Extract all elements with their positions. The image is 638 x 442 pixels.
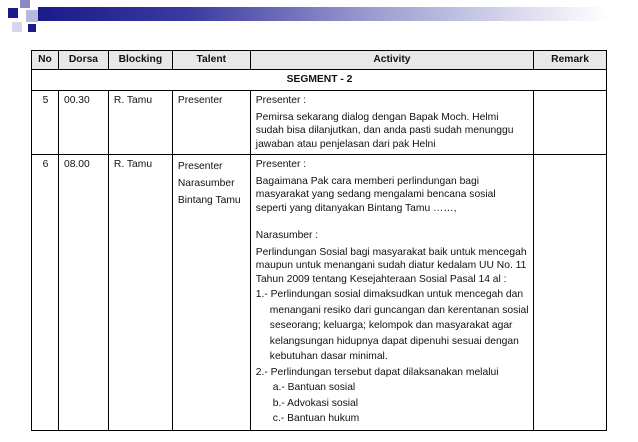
gradient-band [38, 7, 638, 21]
activity-presenter-text: Bagaimana Pak cara memberi perlindungan bagi masyarakat yang sedang mengalami bencana sosial seperti yang ditanyakan Bintang Tamu ……, [255, 175, 496, 214]
list-item: 2.- Perlindungan tersebut dapat dilaksanakan melalui [255, 366, 499, 378]
table-row [32, 91, 607, 155]
header-talent: Talent [172, 51, 250, 70]
activity-presenter-label: Presenter : [255, 159, 307, 170]
title-decoration [0, 0, 638, 36]
talent-item: Bintang Tamu [177, 195, 241, 206]
cell-activity [250, 91, 533, 155]
point1-line: 1.- Perlindungan sosial dimaksudkan untuk mencegah dan [255, 289, 524, 300]
talent-item: Presenter [177, 161, 223, 172]
cell-remark [534, 91, 607, 155]
header-no: No [32, 51, 59, 70]
deco-square [20, 0, 30, 8]
talent-item: Presenter [177, 95, 223, 106]
cell-no: 5 [32, 91, 59, 155]
sub-list-item: b.- Advokasi sosial [272, 397, 359, 409]
cell-blocking: R. Tamu [108, 91, 172, 155]
activity-narasumber-text: Perlindungan Sosial bagi masyarakat baik untuk mencegah maupun untuk menangani sudah diatur kedalam UU No. 11 Tahun 2009 tentang Kesejahteraan Sosial Pasal 14 al : [255, 246, 527, 285]
cell-blocking: R. Tamu [108, 155, 172, 431]
deco-square [12, 22, 22, 32]
script-table [31, 50, 607, 431]
cell-no: 6 [32, 155, 59, 431]
segment-label: SEGMENT - 2 [32, 70, 607, 91]
header-remark: Remark [534, 51, 607, 70]
cell-activity [250, 155, 533, 431]
header-activity: Activity [250, 51, 533, 70]
point1-line: menangani resiko dari guncangan dan kerentanan sosial [269, 304, 529, 316]
cell-dorsa: 08.00 [58, 155, 108, 431]
list-item [256, 287, 529, 365]
cell-talent [172, 155, 250, 431]
cell-remark [534, 155, 607, 431]
cell-talent [172, 91, 250, 155]
activity-presenter-label: Presenter : [255, 95, 307, 106]
talent-item: Narasumber [177, 178, 235, 189]
header-dorsa: Dorsa [58, 51, 108, 70]
activity-presenter-text: Pemirsa sekarang dialog dengan Bapak Moch. Helmi sudah bisa dilanjutkan, dan anda pasti sudah menunggu jawaban atau penjelasan dari pak Helni [255, 111, 514, 150]
sub-list-item: c.- Bantuan hukum [272, 413, 360, 424]
segment-row [32, 70, 607, 91]
deco-square [26, 10, 38, 22]
sub-list-item: a.- Bantuan sosial [272, 382, 356, 393]
activity-narasumber-label: Narasumber : [255, 230, 319, 241]
deco-square [8, 8, 18, 18]
point1-line: seseorang; keluarga; kelompok dan masyarakat agar [269, 320, 513, 331]
spacer [256, 215, 529, 229]
table-row [32, 155, 607, 431]
deco-square [28, 24, 36, 32]
table-header-row [32, 51, 607, 70]
point1-line: kebutuhan dasar minimal. [269, 351, 388, 362]
point1-line: kelangsungan hidupnya dapat dipenuhi sesuai dengan [269, 335, 519, 347]
cell-dorsa: 00.30 [58, 91, 108, 155]
header-blocking: Blocking [108, 51, 172, 70]
